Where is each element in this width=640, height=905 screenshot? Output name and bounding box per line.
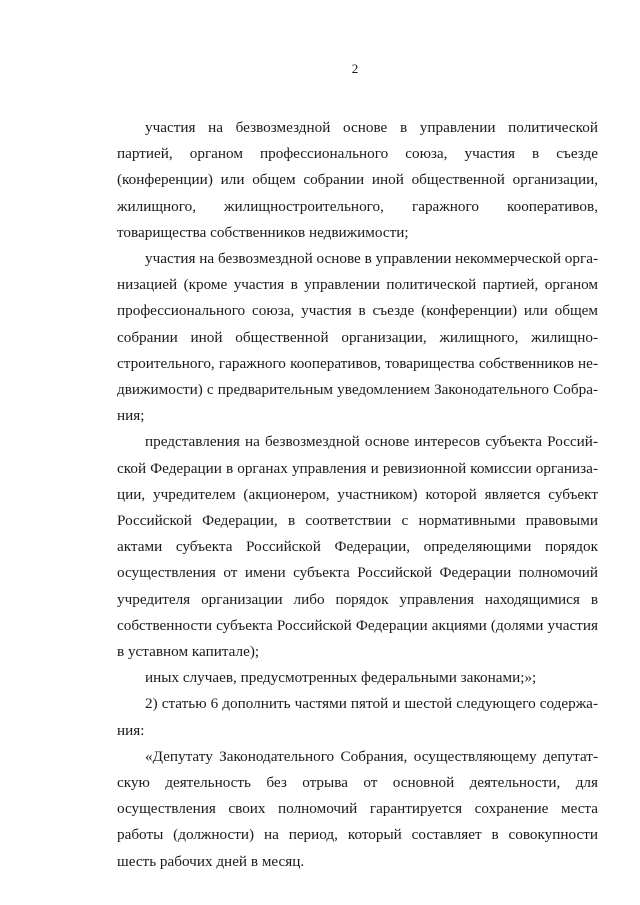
paragraph-article-6: 2) статью 6 дополнить частями пятой и шестой следующего содержания: bbox=[117, 695, 598, 739]
document-body bbox=[117, 115, 598, 875]
paragraph-political-party: участия на безвозмездной основе в управлении политической партией, органом профессионального союза, участия в съезде (конференции) или общем собрании иной общественной организации, жилищного, жилищностроительного, гаражного кооперативов, товарищества собственников недвижимости; bbox=[117, 119, 598, 241]
paragraph-deputy-guarantee: «Депутату Законодательного Собрания, осуществляющему депутатскую деятельность без отрыва от основной деятельности, для осуществления своих полномочий гарантируется сохранение места работы (должности) на период, который составляет в совокупности шесть рабочих дней в месяц. bbox=[117, 747, 598, 870]
paragraph-representation: представления на безвозмездной основе интересов субъекта Российской Федерации в органах управления и ревизионной комиссии организации, учредителем (акционером, участником) которой является субъект Российской Федерации, в соответствии с нормативными правовыми актами субъекта Российской Федерации, определяющими порядок осуществления от имени субъекта Российской Федерации полномочий учредителя организации либо порядок управления находящимися в собственности субъекта Российской Федерации акциями (долями участия в уставном капитале); bbox=[117, 433, 598, 661]
paragraph-other-cases: иных случаев, предусмотренных федеральными законами;»; bbox=[145, 669, 537, 687]
paragraph-noncommercial-org: участия на безвозмездной основе в управлении некоммерческой организацией (кроме участия в управлении политической партией, органом профессионального союза, участия в съезде (конференции) или общем собрании иной общественной организации, жилищного, жилищностроительного, гаражного кооперативов, товарищества собственников недвижимости) с предварительным уведомлением Законодательного Собрания; bbox=[117, 250, 598, 425]
page-number: 2 bbox=[351, 61, 359, 76]
